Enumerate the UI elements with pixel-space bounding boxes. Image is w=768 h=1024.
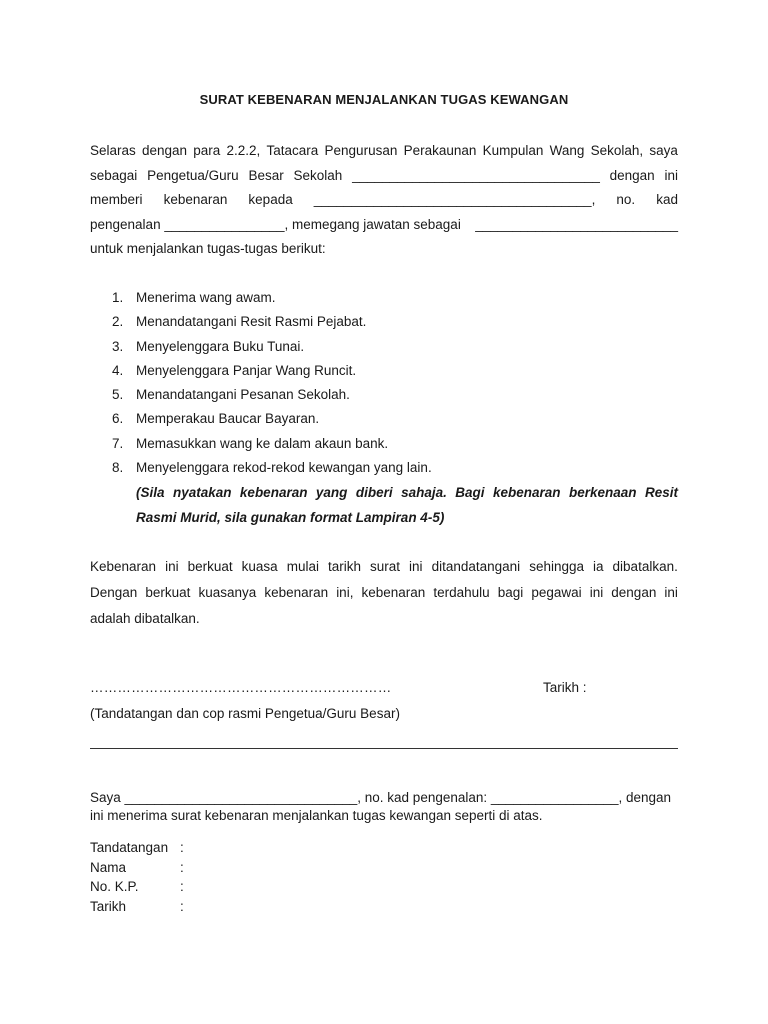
word: berkenaan [568, 485, 637, 500]
signature-dotted-line: ………………………………………………………… [90, 680, 392, 695]
justified-line [90, 580, 678, 606]
justified-line [90, 554, 678, 580]
justified-line [90, 213, 678, 238]
ack-field-colon: : [180, 898, 184, 914]
word: ia [593, 559, 604, 574]
ack-field-colon: : [180, 879, 184, 894]
word: Tatacara [266, 143, 319, 158]
word: yang [315, 485, 348, 500]
word: kebenaran [361, 585, 426, 600]
word: Dengan [90, 585, 138, 600]
task-number: 4. [112, 362, 124, 378]
word: ini [664, 167, 678, 183]
word: saya [649, 143, 678, 158]
task-text: Menyelenggara Panjar Wang Runcit. [136, 362, 357, 378]
intro-paragraph [90, 139, 678, 262]
word: pengenalan ________________, memegang jawatan sebagai [90, 216, 461, 232]
word: sehingga [529, 559, 584, 574]
acknowledgement-fields [90, 838, 184, 916]
task-item [112, 335, 432, 359]
justified-line [136, 481, 678, 506]
ack-field-label: Tandatangan [90, 840, 169, 855]
word: nyatakan [172, 485, 232, 500]
task-list [112, 286, 432, 480]
task-text: Memperakau Baucar Bayaran. [136, 411, 320, 427]
word: sahaja. [401, 485, 447, 500]
justified-line [90, 188, 678, 213]
word: mulai [286, 559, 319, 574]
task-item [112, 456, 432, 480]
word: ini [165, 559, 179, 574]
word: dengan [142, 143, 188, 158]
word: berkuat [145, 585, 191, 600]
task-number: 5. [112, 387, 124, 403]
task-text: Menerima wang awam. [136, 290, 276, 305]
word: Sekolah, [590, 143, 644, 158]
ack-field-row [90, 897, 184, 917]
task-number: 8. [112, 460, 124, 476]
word: surat [370, 559, 401, 574]
task-number: 2. [112, 314, 124, 330]
ack-field-row [90, 858, 184, 878]
word: kebenaran [163, 192, 228, 207]
word: kebenaran [239, 485, 308, 500]
acknowledgement-paragraph [90, 789, 678, 825]
word: Kumpulan [482, 143, 544, 158]
word: Pengurusan [324, 143, 398, 158]
word: bagi [497, 585, 524, 600]
task-number: 1. [112, 290, 124, 305]
word: dengan [609, 167, 655, 183]
task-item [112, 407, 432, 431]
word: dengan [611, 585, 657, 600]
word: dibatalkan. [612, 559, 678, 574]
task-text: Memasukkan wang ke dalam akaun bank. [136, 435, 389, 451]
task-item [112, 286, 432, 310]
word: ___________________________ [475, 216, 678, 232]
date-label: Tarikh : [543, 680, 587, 695]
word: Selaras [90, 143, 136, 158]
ack-field-colon: : [180, 840, 184, 855]
word: tarikh [327, 559, 361, 574]
word: Bagi [455, 485, 485, 500]
signature-caption: (Tandatangan dan cop rasmi Pengetua/Guru Besar) [90, 706, 400, 721]
ack-field-label: Tarikh [90, 898, 127, 914]
task-text: Menandatangani Pesanan Sekolah. [136, 387, 350, 403]
word: berkuat [187, 559, 233, 574]
word: _____________________________________, [313, 192, 596, 207]
divider-line [90, 748, 678, 749]
word: kebenaran [492, 485, 561, 500]
word: para [193, 143, 221, 158]
justified-line [90, 139, 678, 164]
word: ditandatangani [431, 559, 521, 574]
word: kebenaran [264, 585, 329, 600]
word: Sekolah [293, 167, 343, 183]
word: memberi [90, 192, 143, 207]
ack-field-label: No. K.P. [90, 879, 139, 894]
task-number: 7. [112, 435, 124, 451]
word: ini [409, 559, 423, 574]
text-line: ini menerima surat kebenaran menjalankan tugas kewangan seperti di atas. [90, 808, 543, 823]
ack-field-row [90, 877, 184, 897]
word: kad [656, 192, 678, 207]
task-text: Menyelenggara Buku Tunai. [136, 338, 305, 354]
text-line: untuk menjalankan tugas-tugas berikut: [90, 241, 326, 256]
word: Besar [248, 167, 284, 183]
instruction-note [136, 481, 678, 530]
word: ini [589, 585, 604, 600]
word: no. [616, 192, 636, 207]
word: ini [664, 585, 678, 600]
justified-line [90, 164, 678, 189]
word: ini, [336, 585, 354, 600]
word: kepada [248, 192, 293, 207]
word: _________________________________ [352, 167, 600, 183]
task-text: Menandatangani Resit Rasmi Pejabat. [136, 314, 367, 330]
word: diberi [355, 485, 393, 500]
task-number: 3. [112, 338, 124, 354]
ack-field-label: Nama [90, 859, 127, 875]
text-line: Saya _______________________________, no. kad pengenalan: _________________, dengan [90, 790, 672, 805]
task-item [112, 383, 432, 407]
task-item [112, 359, 432, 383]
ack-field-row [90, 838, 184, 858]
word: kuasanya [198, 585, 257, 600]
document-title: SURAT KEBENARAN MENJALANKAN TUGAS KEWANGAN [199, 92, 569, 107]
task-number: 6. [112, 411, 124, 427]
validity-paragraph [90, 554, 678, 632]
task-text: Menyelenggara rekod-rekod kewangan yang lain. [136, 460, 432, 476]
text-line: Rasmi Murid, sila gunakan format Lampiran 4-5) [136, 509, 445, 525]
ack-field-colon: : [180, 859, 184, 875]
word: pegawai [531, 585, 582, 600]
word: (Sila [136, 485, 165, 500]
word: terdahulu [433, 585, 490, 600]
task-item [112, 432, 432, 456]
word: Wang [549, 143, 585, 158]
word: Perakaunan [403, 143, 477, 158]
task-item [112, 310, 432, 334]
word: sebagai [90, 167, 138, 183]
word: Kebenaran [90, 559, 157, 574]
text-line: adalah dibatalkan. [90, 611, 200, 626]
word: kuasa [241, 559, 278, 574]
word: 2.2.2, [226, 143, 261, 158]
word: Resit [644, 485, 678, 500]
word: Pengetua/Guru [147, 167, 239, 183]
